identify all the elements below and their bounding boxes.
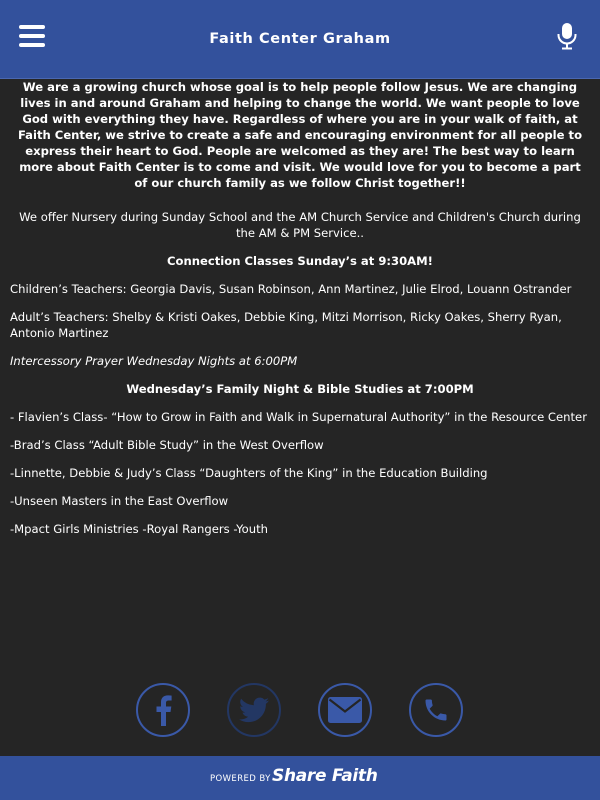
class-item: -Brad’s Class “Adult Bible Study” in the West Overflow bbox=[10, 438, 324, 452]
childrens-teachers-text: Children’s Teachers: Georgia Davis, Susan Robinson, Ann Martinez, Julie Elrod, Louann Ostrander bbox=[10, 282, 572, 296]
page-title: Faith Center Graham bbox=[209, 31, 391, 47]
microphone-button[interactable] bbox=[555, 22, 579, 50]
sharefaith-logo[interactable]: Share Faith bbox=[272, 766, 378, 786]
connection-classes-heading: Connection Classes Sunday’s at 9:30AM! bbox=[167, 254, 433, 268]
twitter-button[interactable] bbox=[227, 683, 281, 737]
intercessory-prayer-text: Intercessory Prayer Wednesday Nights at 6:00PM bbox=[10, 354, 298, 368]
email-icon bbox=[328, 697, 362, 723]
wednesday-heading: Wednesday’s Family Night & Bible Studies at 7:00PM bbox=[126, 382, 474, 396]
powered-by-label: POWERED BY bbox=[210, 774, 271, 784]
social-links bbox=[0, 683, 600, 737]
facebook-icon bbox=[153, 694, 173, 726]
email-button[interactable] bbox=[318, 683, 372, 737]
microphone-icon bbox=[555, 22, 579, 50]
nursery-paragraph: We offer Nursery during Sunday School and the AM Church Service and Children's Church during the AM & PM Service.. bbox=[19, 210, 581, 240]
class-item: - Flavien’s Class- “How to Grow in Faith and Walk in Supernatural Authority” in the Resource Center bbox=[10, 410, 587, 424]
adults-teachers-text: Adult’s Teachers: Shelby & Kristi Oakes, Debbie King, Mitzi Morrison, Ricky Oakes, Sherry Ryan, Antonio Martinez bbox=[10, 310, 562, 340]
class-item: -Linnette, Debbie & Judy’s Class “Daughters of the King” in the Education Building bbox=[10, 466, 488, 480]
phone-button[interactable] bbox=[409, 683, 463, 737]
phone-icon bbox=[422, 696, 450, 724]
footer bbox=[0, 756, 600, 800]
class-item: -Unseen Masters in the East Overflow bbox=[10, 494, 229, 508]
app-header bbox=[0, 0, 600, 79]
main-content bbox=[10, 79, 590, 549]
class-item: -Mpact Girls Ministries -Royal Rangers -Youth bbox=[10, 522, 269, 536]
twitter-icon bbox=[239, 697, 269, 723]
menu-icon-bar-top bbox=[19, 25, 45, 29]
intro-paragraph: We are a growing church whose goal is to help people follow Jesus. We are changing lives in and around Graham and helping to change the world. We want people to love God with everything they have. Regardless of where you are in your walk of faith, at Faith Center, we strive to create a safe and encouraging environment for all people to express their heart to God. People are welcomed as they are! The best way to learn more about Faith Center is to come and visit. We would love for you to become a part of our church family as we follow Christ together!! bbox=[17, 80, 583, 190]
facebook-button[interactable] bbox=[136, 683, 190, 737]
